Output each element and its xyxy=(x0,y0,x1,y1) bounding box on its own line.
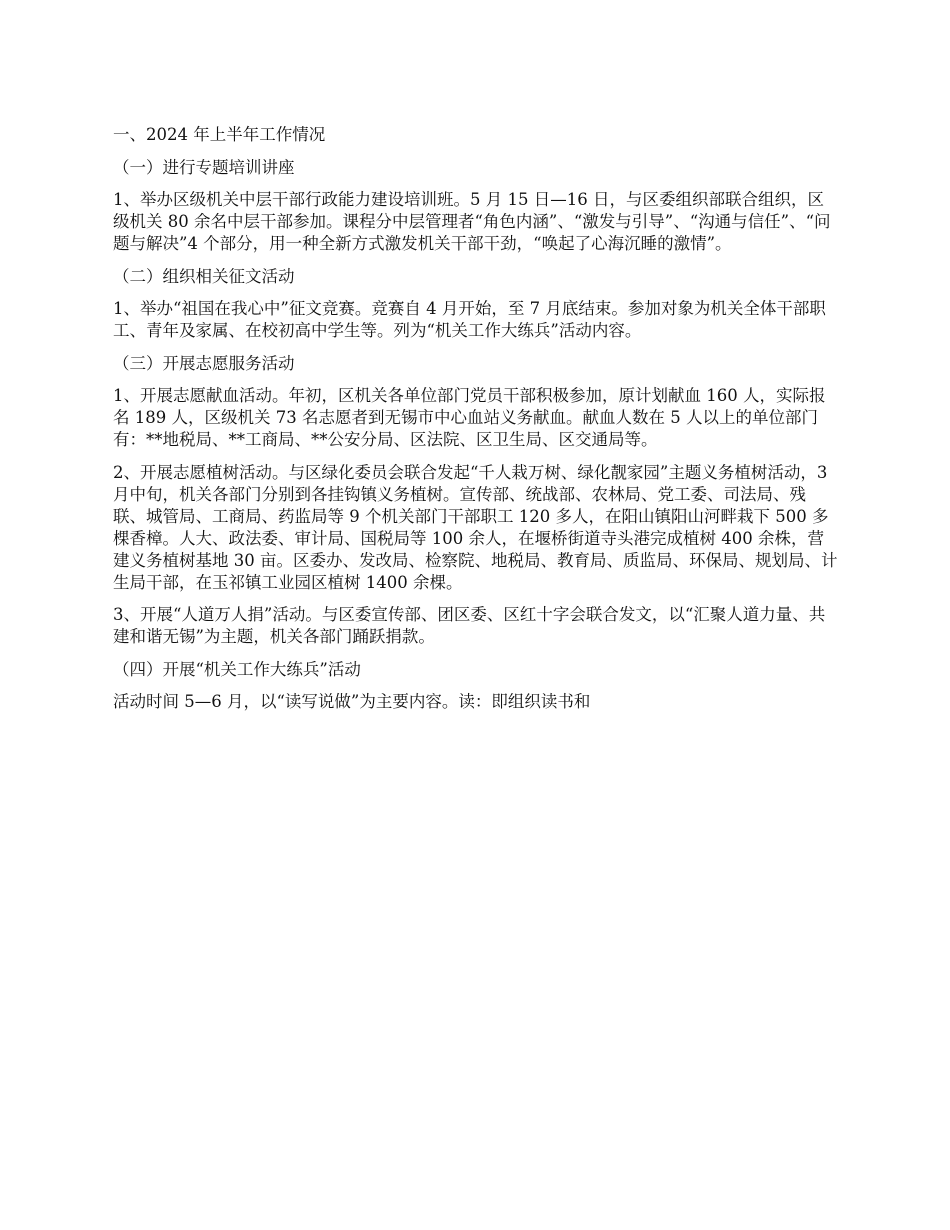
section-title-essay: （二）组织相关征文活动 xyxy=(113,266,295,286)
section-title-volunteer: （三）开展志愿服务活动 xyxy=(113,353,295,373)
document-page xyxy=(113,124,838,724)
section-title-training-drill: （四）开展“机关工作大练兵”活动 xyxy=(113,659,361,679)
document-heading: 一、2024 年上半年工作情况 xyxy=(113,125,326,144)
paragraph-training-1: 1、举办区级机关中层干部行政能力建设培训班。5 月 15 日—16 日，与区委组织部联合组织，区级机关 80 余名中层干部参加。课程分中层管理者“角色内涵”、“激发与引导”、“沟通与信任”、“问题与解决”4 个部分，用一种全新方式激发机关干部干劲，“唤起了心海沉睡的激情”。 xyxy=(113,190,831,253)
paragraph-training-drill-1: 活动时间 5—6 月，以“读写说做”为主要内容。读：即组织读书和 xyxy=(113,692,591,711)
paragraph-volunteer-2: 2、开展志愿植树活动。与区绿化委员会联合发起“千人栽万树、绿化靓家园”主题义务植树活动，3 月中旬，机关各部门分别到各挂钩镇义务植树。宣传部、统战部、农林局、党工委、司法局、残联、城管局、工商局、药监局等 9 个机关部门干部职工 120 多人，在阳山镇阳山河畔栽下 500 多棵香樟。人大、政法委、审计局、国税局等 100 余人，在堰桥街道寺头港完成植树 400 余株，营建义务植树基地 30 亩。区委办、发改局、检察院、地税局、教育局、质监局、环保局、规划局、计生局干部，在玉祁镇工业园区植树 1400 余棵。 xyxy=(113,462,838,592)
paragraph-volunteer-1: 1、开展志愿献血活动。年初，区机关各单位部门党员干部积极参加，原计划献血 160 人，实际报名 189 人，区级机关 73 名志愿者到无锡市中心血站义务献血。献血人数在 5 人以上的单位部门有：**地税局、**工商局、**公安分局、区法院、区卫生局、区交通局等。 xyxy=(113,386,826,449)
paragraph-essay-1: 1、举办“祖国在我心中”征文竞赛。竞赛自 4 月开始，至 7 月底结束。参加对象为机关全体干部职工、青年及家属、在校初高中学生等。列为“机关工作大练兵”活动内容。 xyxy=(113,299,826,340)
paragraph-volunteer-3: 3、开展“人道万人捐”活动。与区委宣传部、团区委、区红十字会联合发文，以“汇聚人道力量、共建和谐无锡”为主题，机关各部门踊跃捐款。 xyxy=(113,605,826,646)
section-title-training: （一）进行专题培训讲座 xyxy=(113,157,295,177)
